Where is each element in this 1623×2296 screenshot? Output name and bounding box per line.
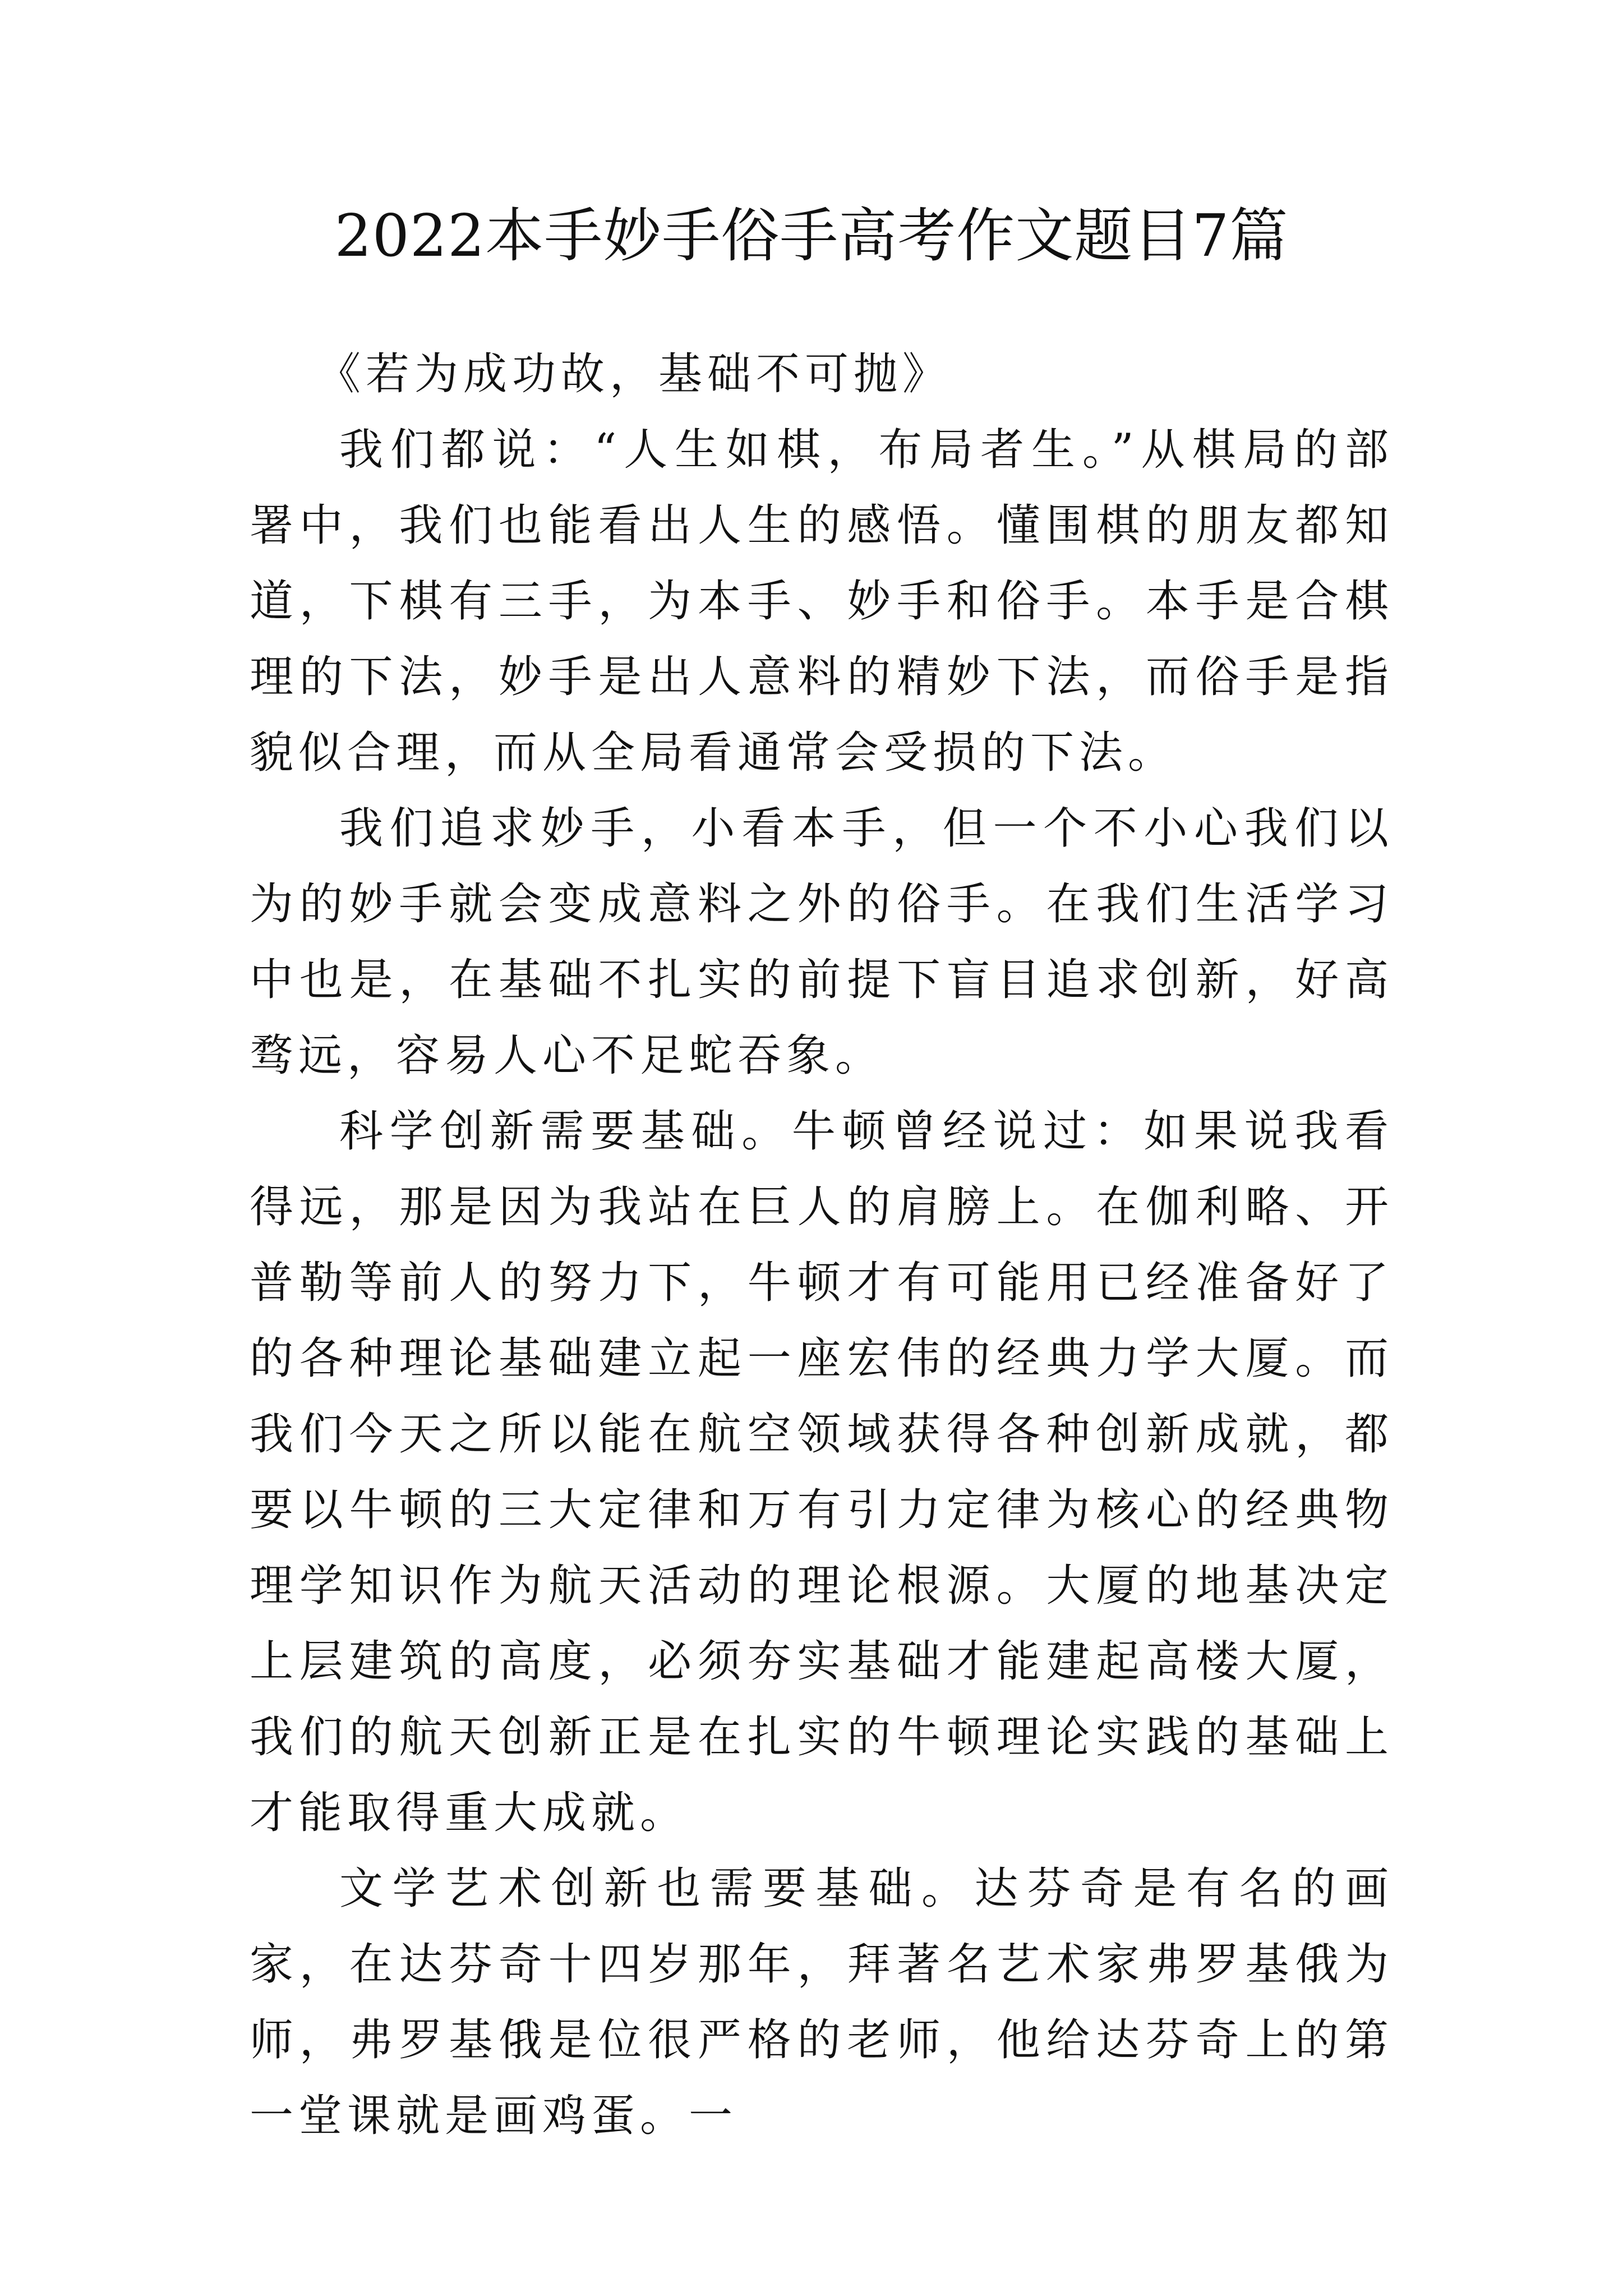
paragraph: 我们都说：“人生如棋，布局者生。”从棋局的部署中，我们也能看出人生的感悟。懂围棋的朋友都知道，下棋有三手，为本手、妙手和俗手。本手是合棋理的下法，妙手是出人意料的精妙下法，而俗手是指貌似合理，而从全局看通常会受损的下法。 (250, 425, 1394, 778)
essay-title: 《若为成功故，基础不可抛》 (317, 349, 952, 399)
paragraph: 科学创新需要基础。牛顿曾经说过：如果说我看得远，那是因为我站在巨人的肩膀上。在伽利略、开普勒等前人的努力下，牛顿才有可能用已经准备好了的各种理论基础建立起一座宏伟的经典力学大厦。而我们今天之所以能在航空领域获得各种创新成就，都要以牛顿的三大定律和万有引力定律为核心的经典物理学知识作为航天活动的理论根源。大厦的地基决定上层建筑的高度，必须夯实基础才能建起高楼大厦，我们的航天创新正是在扎实的牛顿理论实践的基础上才能取得重大成就。 (250, 1106, 1394, 1838)
paragraph: 文学艺术创新也需要基础。达芬奇是有名的画家，在达芬奇十四岁那年，拜著名艺术家弗罗基俄为师，弗罗基俄是位很严格的老师，他给达芬奇上的第一堂课就是画鸡蛋。一 (250, 1864, 1394, 2141)
document-title: 2022本手妙手俗手高考作文题目7篇 (334, 201, 1289, 270)
document-body (250, 337, 1394, 2154)
paragraph: 我们追求妙手，小看本手，但一个不小心我们以为的妙手就会变成意料之外的俗手。在我们生活学习中也是，在基础不扎实的前提下盲目追求创新，好高骛远，容易人心不足蛇吞象。 (250, 803, 1394, 1081)
